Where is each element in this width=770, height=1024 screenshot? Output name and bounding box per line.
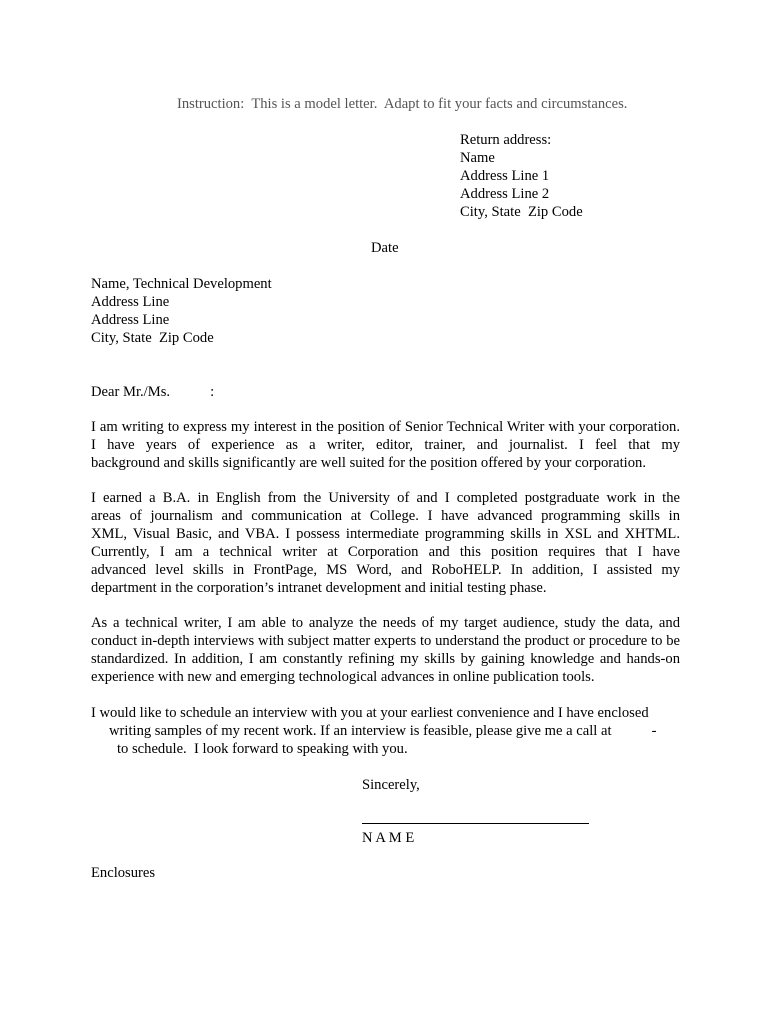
paragraph-line: standardized. In addition, I am constantly refining my skills by gaining knowledge and hands-on [91,651,680,667]
recipient-line: City, State Zip Code [91,330,214,346]
paragraph-line: writing samples of my recent work. If an interview is feasible, please give me a call at - [109,723,657,739]
enclosures-note: Enclosures [91,865,156,881]
recipient-line: Address Line [91,312,170,328]
paragraph-line: Currently, I am a technical writer at Corporation and this position requires that I have [91,544,680,560]
paragraph-line: to schedule. I look forward to speaking with you. [117,741,408,757]
signature-line [362,823,589,824]
paragraph-line: department in the corporation’s intranet development and initial testing phase. [91,580,547,596]
paragraph-line: I have years of experience as a writer, editor, trainer, and journalist. I feel that my [91,437,680,453]
instruction-note: Instruction: This is a model letter. Adapt to fit your facts and circumstances. [177,96,628,112]
paragraph-line: I earned a B.A. in English from the University of and I completed postgraduate work in the [91,490,680,506]
signature-name: N A M E [362,830,415,846]
date-line: Date [371,240,399,256]
paragraph-line: areas of journalism and communication at College. I have advanced programming skills in [91,508,680,524]
paragraph-line: I am writing to express my interest in the position of Senior Technical Writer with your corporation. [91,419,680,435]
paragraph-line: As a technical writer, I am able to analyze the needs of my target audience, study the data, and [91,615,680,631]
recipient-line: Name, Technical Development [91,276,272,292]
paragraph-line: conduct in-depth interviews with subject matter experts to understand the product or procedure to be [91,633,680,649]
return-address-line: City, State Zip Code [460,204,583,220]
paragraph-line: background and skills significantly are well suited for the position offered by your corporation. [91,455,646,471]
paragraph-line: XML, Visual Basic, and VBA. I possess intermediate programming skills in XSL and XHTML. [91,526,680,542]
paragraph-line: advanced level skills in FrontPage, MS Word, and RoboHELP. In addition, I assisted my [91,562,680,578]
return-address-line: Name [460,150,495,166]
return-address-line: Address Line 1 [460,168,550,184]
paragraph-line: I would like to schedule an interview with you at your earliest convenience and I have enclosed [91,705,649,721]
return-address-line: Address Line 2 [460,186,550,202]
salutation: Dear Mr./Ms. : [91,384,215,400]
paragraph-line: experience with new and emerging technological advances in online publication tools. [91,669,595,685]
closing: Sincerely, [362,777,420,793]
recipient-line: Address Line [91,294,170,310]
return-address-line: Return address: [460,132,552,148]
